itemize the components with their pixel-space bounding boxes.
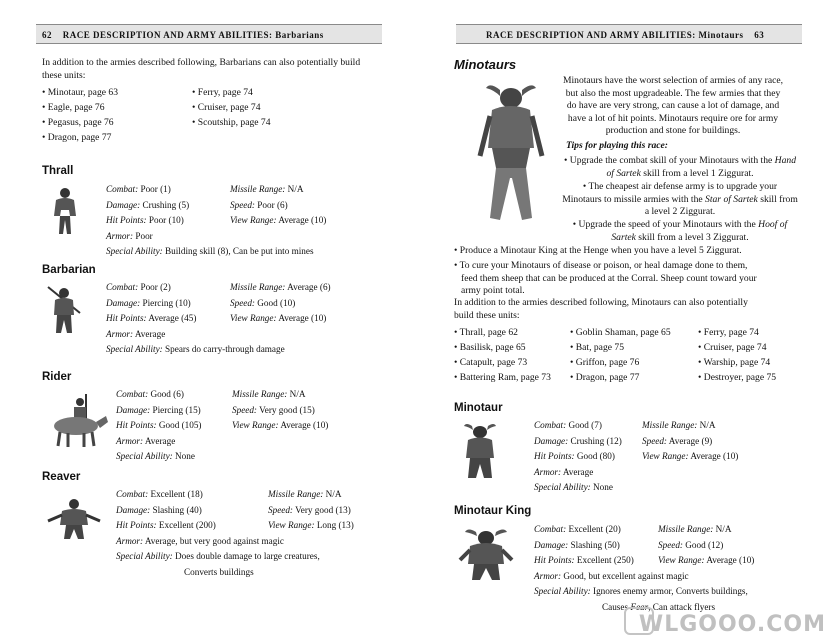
tip-4: • Produce a Minotaur King at the Henge when you have a level 5 Ziggurat. [454, 245, 742, 256]
label-combat: Combat: [116, 489, 149, 499]
label-special: Special Ability: [534, 482, 591, 492]
list-item: • Dragon, page 77 [570, 370, 671, 385]
list-item: • Dragon, page 77 [42, 130, 118, 145]
label-combat: Combat: [116, 389, 149, 399]
label-damage: Damage: [106, 199, 141, 210]
value-hit-points: Good (105) [158, 420, 202, 430]
label-special: Special Ability: [106, 344, 163, 354]
entry-title-rider: Rider [42, 371, 72, 383]
label-armor: Armor: [106, 230, 134, 241]
value-special: Building skill (8), Can be put into mines [165, 246, 314, 256]
label-hit-points: Hit Points: [534, 451, 575, 461]
value-speed: Poor (6) [257, 199, 288, 210]
left-header-title: RACE DESCRIPTION AND ARMY ABILITIES: Barbarians [62, 30, 324, 40]
label-speed: Speed: [230, 297, 255, 308]
tip-2: • The cheapest air defense army is to upgrade your Minotaurs to missile armies with the Star of Sartek skill from a level 2 Ziggurat. [562, 181, 798, 217]
label-armor: Armor: [106, 328, 134, 339]
left-page-number: 62 [42, 30, 52, 40]
tips-title: Tips for playing this race: [566, 140, 668, 151]
value-view-range: Average (10) [706, 555, 755, 565]
value-hit-points: Excellent (250) [576, 555, 634, 565]
label-combat: Combat: [534, 420, 567, 430]
label-damage: Damage: [534, 435, 569, 446]
description-line: do have are very strong, can cause a lot of damage, and [566, 100, 780, 111]
value-damage: Slashing (40) [152, 504, 202, 515]
tip-text: Upgrade the speed of your Minotaurs with the [578, 219, 756, 230]
label-view-range: View Range: [230, 313, 277, 323]
value-speed: Good (12) [685, 539, 724, 550]
label-special: Special Ability: [116, 551, 173, 561]
label-speed: Speed: [232, 404, 257, 415]
reaver-figure-icon [44, 495, 104, 541]
minotaur-figure-icon [458, 420, 504, 480]
label-missile-range: Missile Range: [268, 489, 324, 499]
right-units-col3 [698, 325, 776, 385]
value-missile-range: N/A [715, 524, 732, 534]
race-description [548, 75, 798, 138]
label-combat: Combat: [106, 184, 139, 194]
rider-stats-col2 [232, 387, 328, 434]
rider-figure-icon [46, 392, 110, 450]
watermark: WLGOOO.COM [638, 612, 826, 637]
list-item: • Catapult, page 73 [454, 355, 551, 370]
entry-title-minotaur-king: Minotaur King [454, 505, 532, 517]
left-units-col2 [192, 85, 271, 130]
value-missile-range: N/A [699, 420, 716, 430]
value-missile-range: Average (6) [287, 282, 331, 292]
value-damage: Crushing (5) [142, 199, 190, 210]
tip-5: • To cure your Minotaurs of disease or poison, or heal damage done to them, feed them sheep that can be produced at the Corral. Sheep count toward your army point total. [454, 260, 804, 298]
value-armor: Average, but very good against magic [144, 535, 284, 546]
list-item: • Goblin Shaman, page 65 [570, 325, 671, 340]
list-item: • Eagle, page 76 [42, 100, 118, 115]
right-header-banner [456, 24, 802, 44]
label-view-range: View Range: [658, 555, 705, 565]
label-hit-points: Hit Points: [106, 215, 147, 225]
label-speed: Speed: [230, 199, 255, 210]
list-item: • Griffon, page 76 [570, 355, 671, 370]
value-view-range: Average (10) [278, 215, 327, 225]
value-armor: Average [144, 435, 176, 446]
tip-text: The cheapest air defense army is to upgrade your Minotaurs to missile armies with the [562, 181, 778, 205]
right-units-col2 [570, 325, 671, 385]
label-damage: Damage: [116, 504, 151, 515]
value-special: None [593, 482, 613, 492]
description-line: Minotaurs have the worst selection of armies of any race, [562, 75, 784, 86]
value-combat: Good (6) [150, 389, 184, 399]
value-armor: Good, but excellent against magic [563, 570, 689, 581]
value-view-range: Average (10) [280, 420, 329, 430]
value-damage: Crushing (12) [570, 435, 622, 446]
label-missile-range: Missile Range: [230, 282, 286, 292]
tip-1: • Upgrade the combat skill of your Minotaurs with the Hand of Sartek skill from a level 1 Ziggurat. [564, 155, 796, 179]
tip-text: skill from a level 1 Ziggurat. [643, 167, 754, 179]
label-missile-range: Missile Range: [642, 420, 698, 430]
label-hit-points: Hit Points: [534, 555, 575, 565]
right-page-number: 63 [754, 30, 765, 40]
value-hit-points: Poor (10) [148, 215, 184, 225]
label-missile-range: Missile Range: [658, 524, 714, 534]
reaver-stats-col2 [268, 487, 354, 534]
value-special: Does double damage to large creatures, [175, 551, 320, 561]
label-view-range: View Range: [232, 420, 279, 430]
list-item: • Destroyer, page 75 [698, 370, 776, 385]
value-combat: Excellent (20) [568, 524, 621, 534]
entry-title-reaver: Reaver [42, 471, 81, 483]
minotaur-king-stats-col2 [658, 522, 754, 569]
value-special: None [175, 451, 195, 461]
label-combat: Combat: [106, 282, 139, 292]
intro-line: In addition to the armies described following, Minotaurs can also potentially [454, 297, 748, 308]
value-combat: Poor (1) [140, 184, 171, 194]
value-hit-points: Excellent (200) [158, 520, 216, 530]
right-header-title: RACE DESCRIPTION AND ARMY ABILITIES: Minotaurs [486, 30, 744, 40]
label-special: Special Ability: [116, 451, 173, 461]
intro-line: build these units: [454, 309, 520, 321]
label-speed: Speed: [642, 435, 667, 446]
value-view-range: Average (10) [278, 313, 327, 323]
right-page [420, 0, 840, 643]
value-combat: Poor (2) [140, 282, 171, 292]
label-armor: Armor: [116, 435, 144, 446]
value-armor: Average [562, 466, 594, 477]
barbarian-stats-col2 [230, 280, 331, 327]
barbarian-figure-icon [44, 283, 86, 337]
list-item: • Scoutship, page 74 [192, 115, 271, 130]
value-combat: Excellent (18) [150, 489, 203, 499]
list-item: • Basilisk, page 65 [454, 340, 551, 355]
list-item: • Warship, page 74 [698, 355, 776, 370]
entry-title-thrall: Thrall [42, 165, 74, 177]
label-hit-points: Hit Points: [106, 313, 147, 323]
value-missile-range: N/A [325, 489, 342, 499]
label-view-range: View Range: [268, 520, 315, 530]
tip-text: Produce a Minotaur King at the Henge when you have a level 5 Ziggurat. [459, 245, 742, 256]
thrall-stats-col2 [230, 182, 326, 229]
value-damage: Piercing (15) [152, 404, 201, 415]
value-armor: Poor [135, 230, 153, 241]
minotaur-king-figure-icon [458, 526, 514, 582]
value-hit-points: Average (45) [148, 313, 197, 323]
left-units-col1 [42, 85, 118, 145]
right-intro [454, 297, 804, 322]
value-speed: Very good (15) [259, 404, 315, 415]
label-missile-range: Missile Range: [232, 389, 288, 399]
label-damage: Damage: [534, 539, 569, 550]
minotaur-stats-col2 [642, 418, 738, 465]
description-line: have a lot of hit points. Minotaurs require ore for army [567, 112, 779, 124]
label-armor: Armor: [116, 535, 144, 546]
special-text: , Can attack flyers [648, 601, 716, 612]
tip-emphasis: Hand of Sartek [606, 155, 796, 179]
description-line: production and stone for buildings. [605, 125, 741, 136]
label-special: Special Ability: [534, 586, 591, 596]
list-item: • Bat, page 75 [570, 340, 671, 355]
list-item: • Pegasus, page 76 [42, 115, 118, 130]
label-hit-points: Hit Points: [116, 420, 157, 430]
label-special: Special Ability: [106, 246, 163, 256]
label-speed: Speed: [268, 504, 293, 515]
value-missile-range: N/A [289, 389, 306, 399]
tip-emphasis: Star of Sartek [705, 193, 758, 205]
left-header-banner [36, 24, 382, 44]
value-damage: Slashing (50) [570, 539, 620, 550]
value-missile-range: N/A [287, 184, 304, 194]
special-emphasis: Fear [630, 601, 649, 612]
tip-text: Upgrade the combat skill of your Minotaurs with the [569, 155, 773, 166]
tip-text: army point total. [461, 285, 525, 296]
left-intro: In addition to the armies described following, Barbarians can also potentially build these units: [42, 57, 361, 81]
label-damage: Damage: [116, 404, 151, 415]
minotaur-illustration-icon [476, 78, 548, 232]
value-speed: Good (10) [257, 297, 296, 308]
value-view-range: Average (10) [690, 451, 739, 461]
label-armor: Armor: [534, 466, 562, 477]
list-item: • Minotaur, page 63 [42, 85, 118, 100]
list-item: • Ferry, page 74 [698, 325, 776, 340]
race-title: Minotaurs [454, 57, 517, 72]
label-missile-range: Missile Range: [230, 184, 286, 194]
tip-text: To cure your Minotaurs of disease or poison, or heal damage done to them, [459, 260, 748, 271]
label-armor: Armor: [534, 570, 562, 581]
value-armor: Average [134, 328, 166, 339]
value-special-cont: Converts buildings [184, 566, 254, 577]
label-view-range: View Range: [230, 215, 277, 225]
list-item: • Thrall, page 62 [454, 325, 551, 340]
value-hit-points: Good (80) [576, 451, 615, 461]
tip-text: feed them sheep that can be produced at the Corral. Sheep count toward your [461, 272, 757, 284]
label-combat: Combat: [534, 524, 567, 534]
right-units-col1 [454, 325, 551, 385]
value-damage: Piercing (10) [142, 297, 191, 308]
rider-stats-col1 [116, 387, 202, 465]
thrall-figure-icon [50, 186, 80, 238]
tip-3: • Upgrade the speed of your Minotaurs with the Hoof of Sartek skill from a level 3 Ziggurat. [572, 219, 788, 243]
entry-title-barbarian: Barbarian [42, 264, 96, 276]
list-item: • Battering Ram, page 73 [454, 370, 551, 385]
label-speed: Speed: [658, 539, 683, 550]
label-view-range: View Range: [642, 451, 689, 461]
tip-text: skill from a level 3 Ziggurat. [638, 231, 749, 243]
description-line: but also the most upgradeable. The few armies that they [565, 87, 781, 99]
value-speed: Very good (13) [295, 504, 351, 515]
list-item: • Ferry, page 74 [192, 85, 271, 100]
minotaur-stats-col1 [534, 418, 622, 496]
value-speed: Average (9) [668, 435, 713, 446]
value-combat: Good (7) [568, 420, 602, 430]
label-damage: Damage: [106, 297, 141, 308]
value-special: Spears do carry-through damage [165, 344, 285, 354]
tip-text: skill from a level 2 Ziggurat. [644, 193, 798, 217]
list-item: • Cruiser, page 74 [192, 100, 271, 115]
special-text: Causes [602, 601, 629, 612]
entry-title-minotaur: Minotaur [454, 402, 503, 414]
value-special: Ignores enemy armor, Converts buildings, [593, 586, 748, 596]
label-hit-points: Hit Points: [116, 520, 157, 530]
tip-emphasis: Hoof of Sartek [611, 219, 788, 243]
value-view-range: Long (13) [316, 520, 354, 530]
list-item: • Cruiser, page 74 [698, 340, 776, 355]
